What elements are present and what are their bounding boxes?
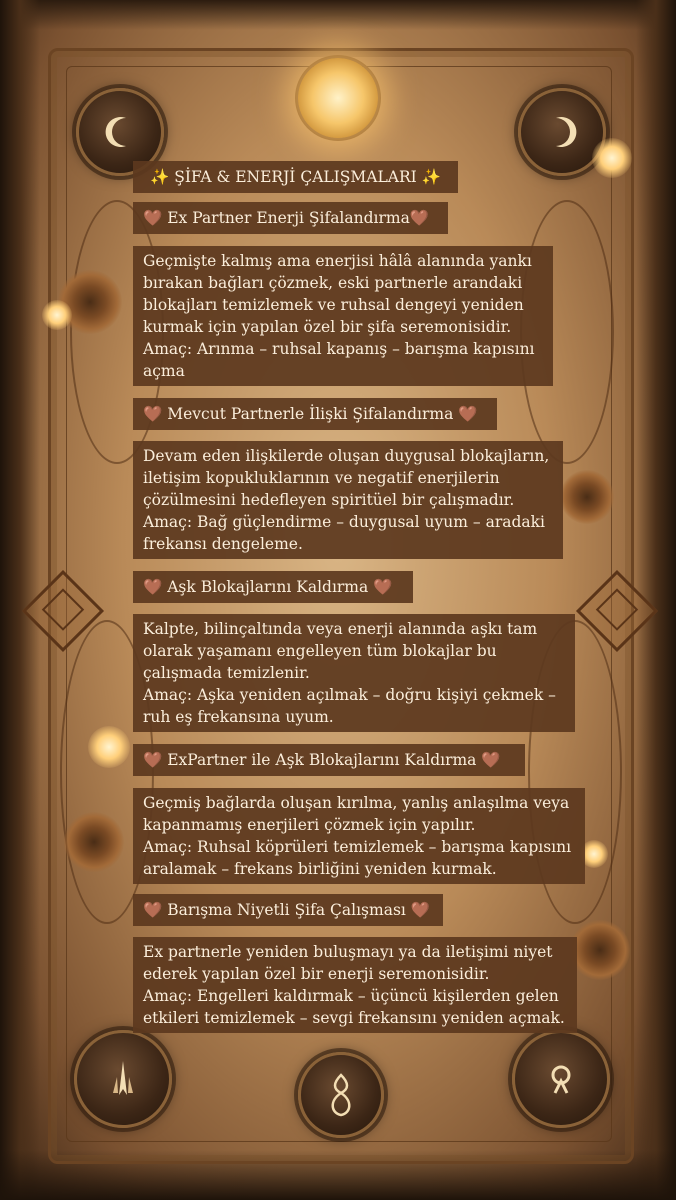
flower-icon <box>560 470 614 524</box>
page-title: ✨ ŞİFA & ENERJİ ÇALIŞMALARI ✨ <box>133 161 458 193</box>
tarot-medallion-icon <box>74 1030 172 1128</box>
flower-icon <box>570 920 630 980</box>
sparkle-light <box>88 726 130 768</box>
sun-icon <box>298 58 378 138</box>
section-heading: 🤎 Mevcut Partnerle İlişki Şifalandırma 🤎 <box>133 398 497 430</box>
section-heading: 🤎 ExPartner ile Aşk Blokajlarını Kaldırma 🤎 <box>133 744 525 776</box>
tarot-medallion-icon <box>298 1052 384 1138</box>
section-body: Ex partnerle yeniden buluşmayı ya da iletişimi niyet ederek yapılan özel bir enerji seremonisidir. Amaç: Engelleri kaldırmak – üçüncü kişilerden gelen etkileri temizlemek – sevgi frekansını yeniden açmak. <box>133 937 577 1033</box>
tarot-medallion-icon <box>512 1030 610 1128</box>
section-heading: 🤎 Barışma Niyetli Şifa Çalışması 🤎 <box>133 894 443 926</box>
section-body: Geçmişte kalmış ama enerjisi hâlâ alanında yankı bırakan bağları çözmek, eski partnerle arandaki blokajları temizlemek ve ruhsal dengeyi yeniden kurmak için yapılan özel bir şifa seremonisidir. Amaç: Arınma – ruhsal kapanış – barışma kapısını açma <box>133 246 553 386</box>
torn-edge-top <box>0 0 676 30</box>
sparkle-light <box>592 138 632 178</box>
section-body: Geçmiş bağlarda oluşan kırılma, yanlış anlaşılma veya kapanmamış enerjileri çözmek için yapılır. Amaç: Ruhsal köprüleri temizlemek – barışma kapısını aralamak – frekans birliğini yeniden kurmak. <box>133 788 585 884</box>
section-body: Kalpte, bilinçaltında veya enerji alanında aşkı tam olarak yaşamanı engelleyen tüm blokajlar bu çalışmada temizlenir. Amaç: Aşka yeniden açılmak – doğru kişiyi çekmek – ruh eş frekansına uyum. <box>133 614 575 732</box>
section-heading: 🤎 Ex Partner Enerji Şifalandırma🤎 <box>133 202 448 234</box>
flower-icon <box>64 812 124 872</box>
section-body: Devam eden ilişkilerde oluşan duygusal blokajların, iletişim kopukluklarının ve negatif enerjilerin çözülmesini hedefleyen spiritüel bir çalışmadır. Amaç: Bağ güçlendirme – duygusal uyum – aradaki frekansı dengeleme. <box>133 441 563 559</box>
section-heading: 🤎 Aşk Blokajlarını Kaldırma 🤎 <box>133 571 413 603</box>
sparkle-light <box>42 300 72 330</box>
